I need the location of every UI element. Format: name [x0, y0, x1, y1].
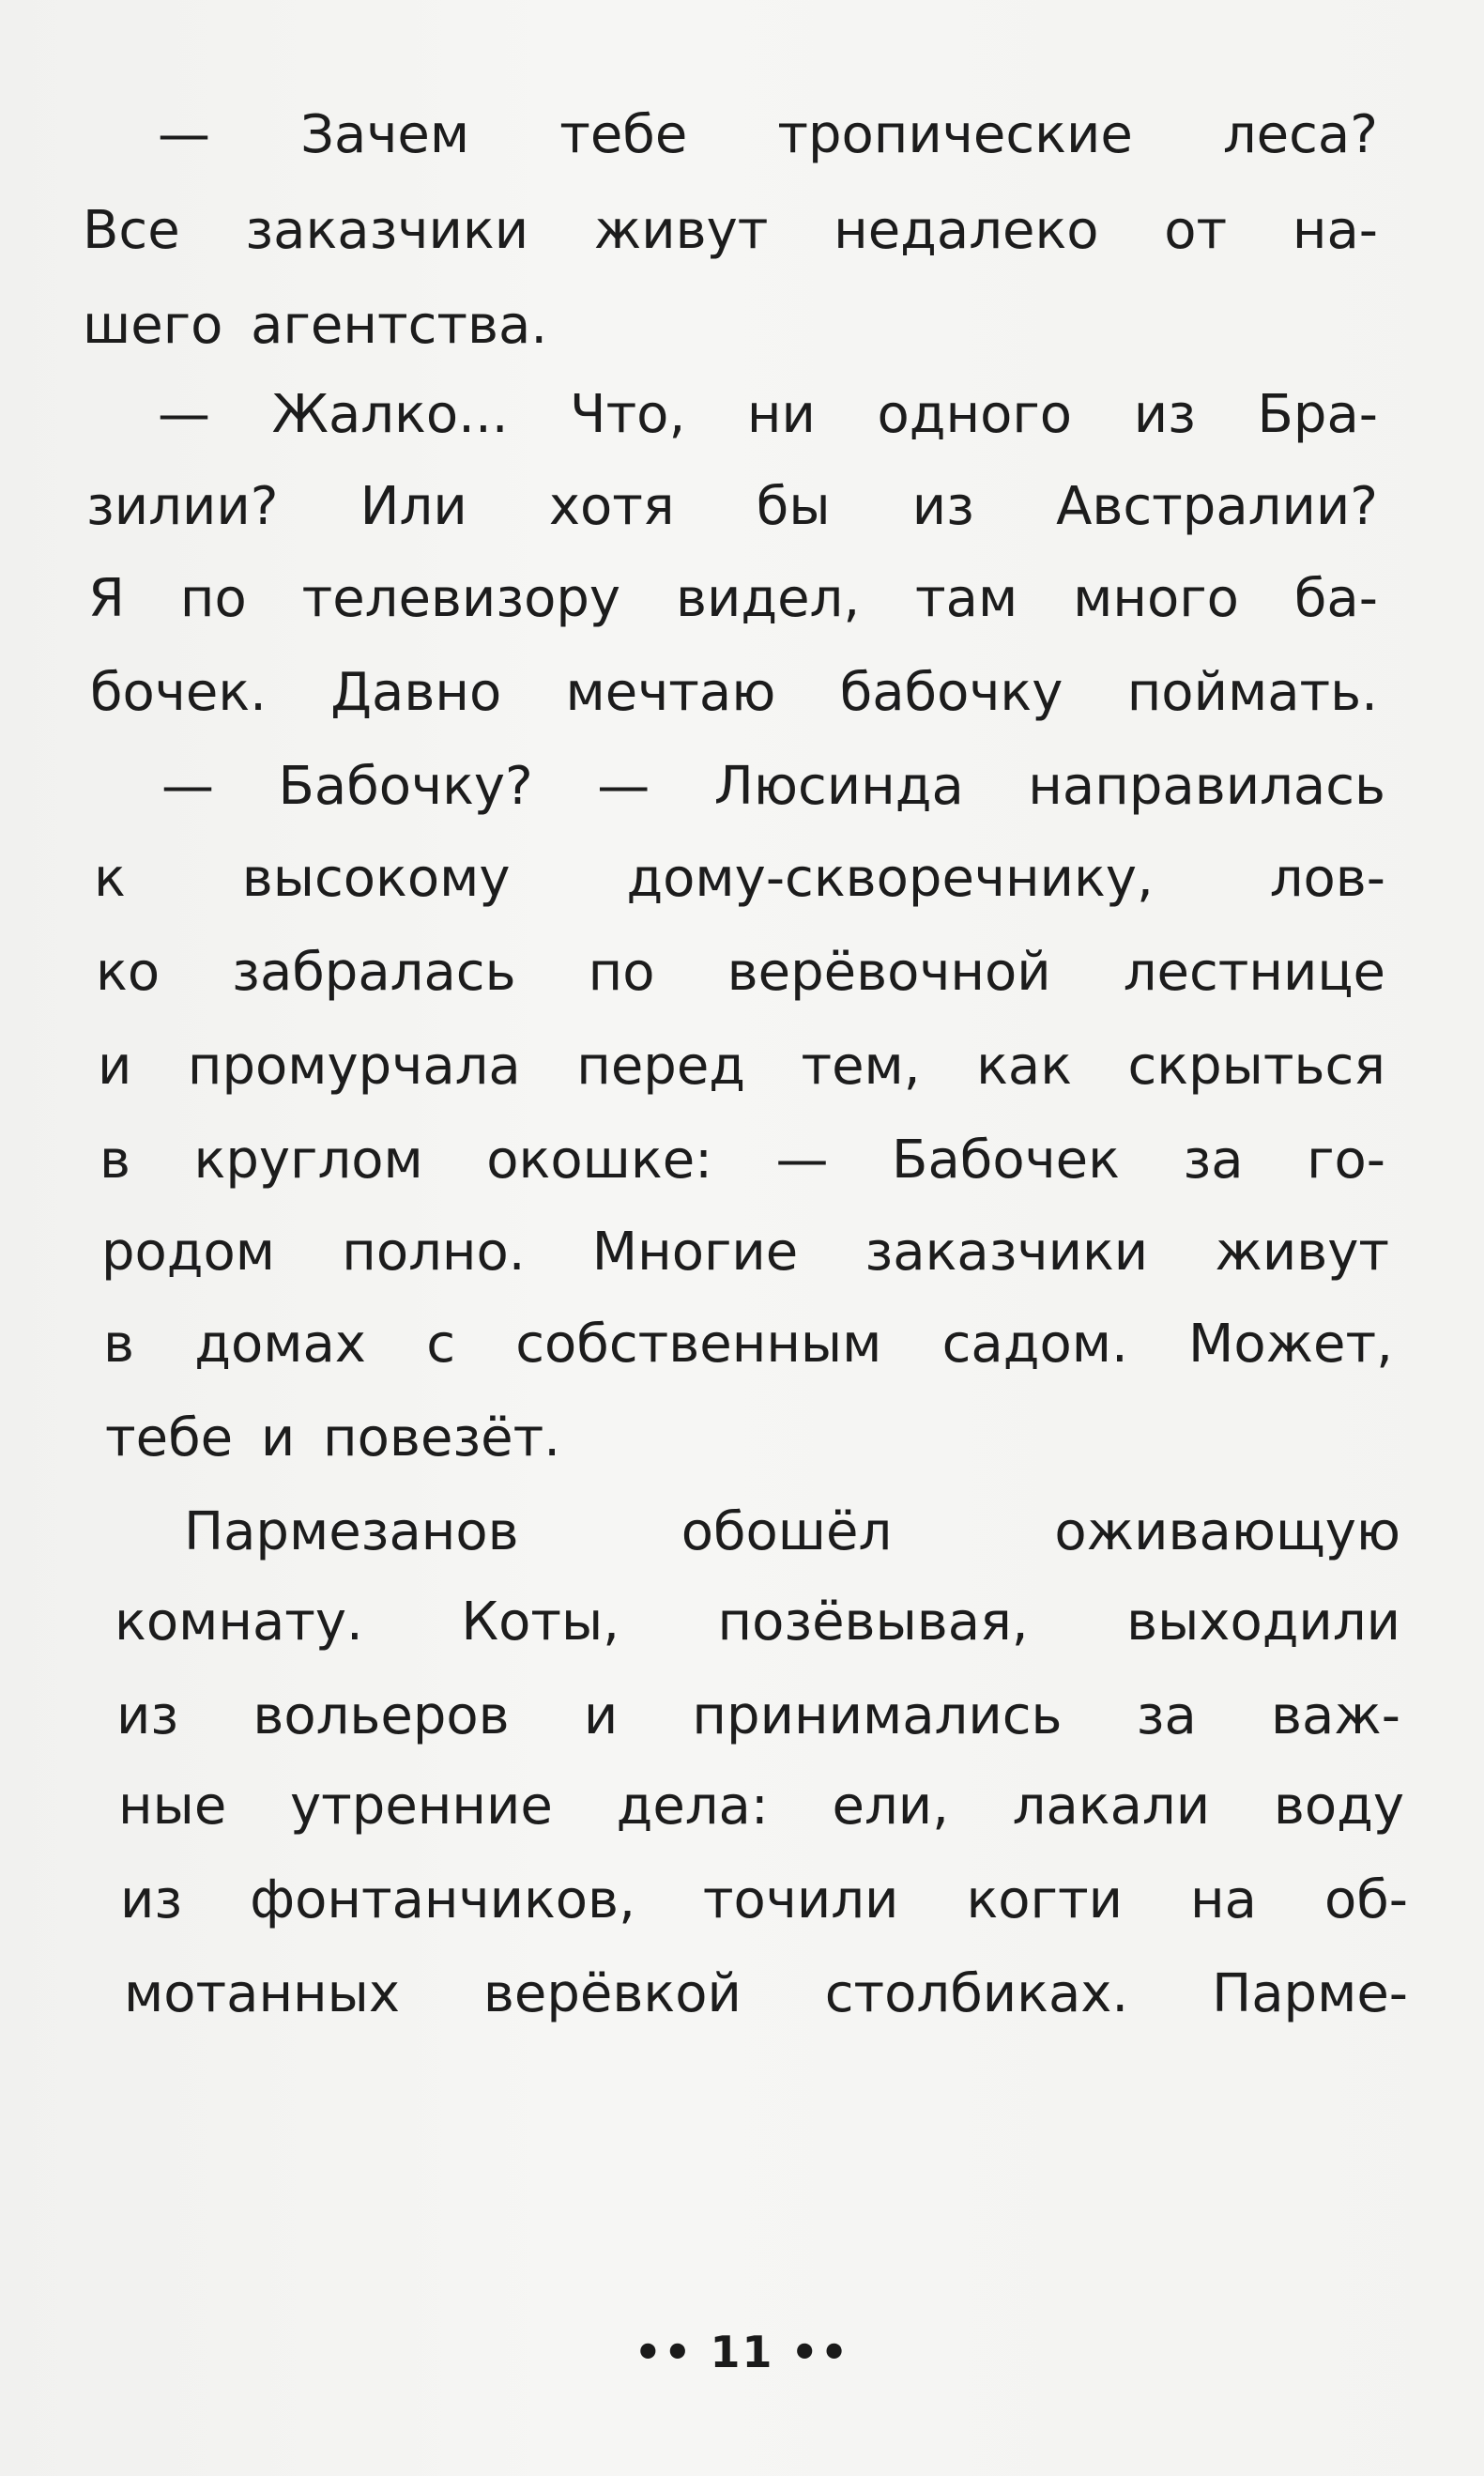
text-line: ко забралась по верёвочной лестнице [96, 942, 1385, 1003]
text-line: в домах с собственным садом. Может, [103, 1314, 1393, 1375]
text-line: тебе и повезёт. [105, 1407, 561, 1469]
text-line: шего агентства. [83, 295, 548, 356]
text-line: и промурчала перед тем, как скрыться [98, 1036, 1385, 1097]
text-line: бочек. Давно мечтаю бабочку поймать. [90, 662, 1378, 723]
text-line: к высокому дому-скворечнику, лов- [94, 848, 1385, 909]
text-line: — Бабочку? — Люсинда направилась [161, 756, 1385, 817]
text-line: из фонтанчиков, точили когти на об- [120, 1869, 1408, 1930]
text-line: мотанных верёвкой столбиках. Парме- [124, 1963, 1408, 2024]
text-line: — Жалко... Что, ни одного из Бра- [158, 384, 1378, 445]
text-line: Я по телевизору видел, там много ба- [88, 568, 1378, 629]
page-number: •• 11 •• [634, 2327, 850, 2377]
text-line: — Зачем тебе тропические леса? [158, 104, 1378, 165]
text-line: в круглом окошке: — Бабочек за го- [99, 1130, 1385, 1191]
text-line: Все заказчики живут недалеко от на- [83, 200, 1378, 261]
text-line: из вольеров и принимались за важ- [116, 1685, 1400, 1746]
text-line: комнату. Коты, позёвывая, выходили [115, 1592, 1400, 1653]
text-line: ные утренние дела: ели, лакали воду [118, 1776, 1404, 1837]
text-line: родом полно. Многие заказчики живут [101, 1222, 1389, 1283]
text-line: зилии? Или хотя бы из Австралии? [86, 476, 1378, 537]
text-line: Пармезанов обошёл оживающую [184, 1501, 1400, 1562]
